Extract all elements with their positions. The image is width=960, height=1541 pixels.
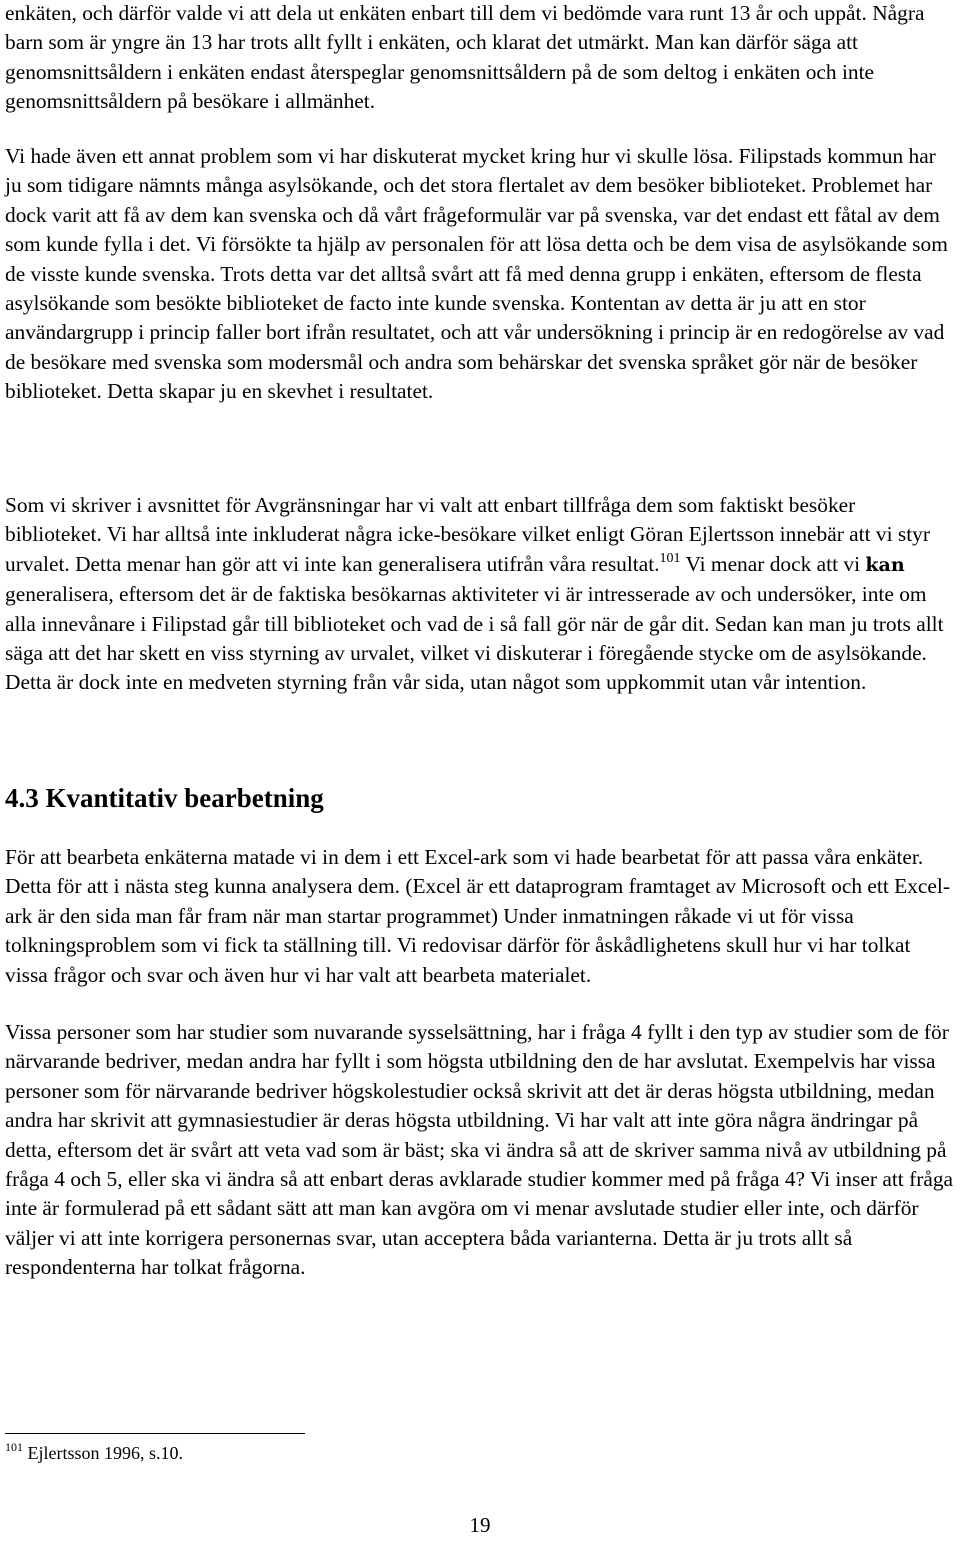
section-number: 4.3 <box>5 783 39 813</box>
sample-selection-text-mid: Vi menar dock att vi <box>680 551 866 576</box>
section-paragraph-2: Vissa personer som har studier som nuvarande sysselsättning, har i fråga 4 fyllt i den typ av studier som de för närvarande bedriver, medan andra har fyllt i som högsta utbildning den de har avslutat. Exempelvis har vissa personer som för närvarande bedriver högskolestudier också skrivit att det är deras högsta utbildning, medan andra har skrivit att gymnasiestudier är deras högsta utbildning. Vi har valt att inte göra några ändringar på detta, eftersom det är svårt att veta vad som är bäst; ska vi ändra så att de skriver samma nivå av utbildning på fråga 4 och 5, eller ska vi ändra så att enbart deras avklarade studier kommer med på fråga 4? Vi inser att fråga inte är formulerad på ett sådant sätt att man kan avgöra om vi menar avslutade studier eller inte, och därför väljer vi att inte korrigera personernas svar, utan acceptera båda varianterna. Detta är ju trots allt så respondenterna har tolkat frågorna. <box>5 1020 954 1280</box>
section-paragraph-1: För att bearbeta enkäterna matade vi in dem i ett Excel-ark som vi hade bearbetat för att passa våra enkäter. Detta för att i nästa steg kunna analysera dem. (Excel är ett dataprogram framtaget av Microsoft och ett Excel-ark är den sida man får fram när man startar programmet) Under inmatningen råkade vi ut för vissa tolkningsproblem som vi fick ta ställning till. Vi redovisar därför för åskådlighetens skull hur vi har tolkat vissa frågor och svar och även hur vi har valt att bearbeta materialet. <box>5 845 950 987</box>
footnote-reference: 101 <box>659 550 681 566</box>
sample-selection-text-start: Som vi skriver i avsnittet för Avgränsningar har vi valt att enbart tillfråga dem som faktiskt besöker biblioteket. Vi har alltså inte inkluderat några icke-besökare vilket enligt Göran Ejlertsson innebär att vi styr urvalet. Detta menar han gör att vi inte kan generalisera utifrån våra resultat. <box>5 493 930 576</box>
footnote <box>5 1440 183 1466</box>
page-number: 19 <box>469 1513 491 1537</box>
intro-paragraph: enkäten, och därför valde vi att dela ut enkäten enbart till dem vi bedömde vara runt 13 år och uppåt. Några barn som är yngre än 13 har trots allt fyllt i enkäten, och klarat det utmärkt. Man kan därför säga att genomsnittsåldern i enkäten endast återspeglar genomsnittsåldern på de som deltog i enkäten och inte genomsnittsåldern på besökare i allmänhet. <box>5 1 925 114</box>
footnote-text: Ejlertsson 1996, s.10. <box>23 1443 183 1463</box>
footnote-number: 101 <box>5 1440 23 1454</box>
footnote-separator <box>5 1433 305 1434</box>
sample-selection-text-end: generalisera, eftersom det är de faktiska besökarnas aktiviteter vi är intresserade av och undersöker, inte om alla innevånare i Filipstad går till biblioteket och vad de i så fall gör när de går dit. Sedan kan man ju trots allt säga att det har skett en viss styrning av urvalet, vilket vi diskuterar i föregående stycke om de asylsökande. Detta är dock inte en medveten styrning från vår sida, utan något som uppkommit utan vår intention. <box>5 582 944 695</box>
asylum-seekers-paragraph: Vi hade även ett annat problem som vi har diskuterat mycket kring hur vi skulle lösa. Filipstads kommun har ju som tidigare nämnts många asylsökande, och det stora flertalet av dem besöker biblioteket. Problemet har dock varit att få av dem kan svenska och då vårt frågeformulär var på svenska, var det endast ett fåtal av dem som kunde fylla i det. Vi försökte ta hjälp av personalen för att lösa detta och be dem visa de asylsökande som de visste kunde svenska. Trots detta var det alltså svårt att få med denna grupp i enkäten, eftersom de flesta asylsökande som besökte biblioteket de facto inte kunde svenska. Kontentan av detta är ju att en stor användargrupp i princip faller bort ifrån resultatet, och att vår undersökning i princip är en redogörelse av vad de besökare med svenska som modersmål och andra som behärskar det svenska språket gör när de besöker biblioteket. Detta skapar ju en skevhet i resultatet. <box>5 144 948 404</box>
emphasized-word: kan <box>865 553 905 576</box>
sample-selection-paragraph <box>5 491 955 698</box>
section-heading <box>5 780 324 816</box>
section-title: Kvantitativ bearbetning <box>45 783 324 813</box>
